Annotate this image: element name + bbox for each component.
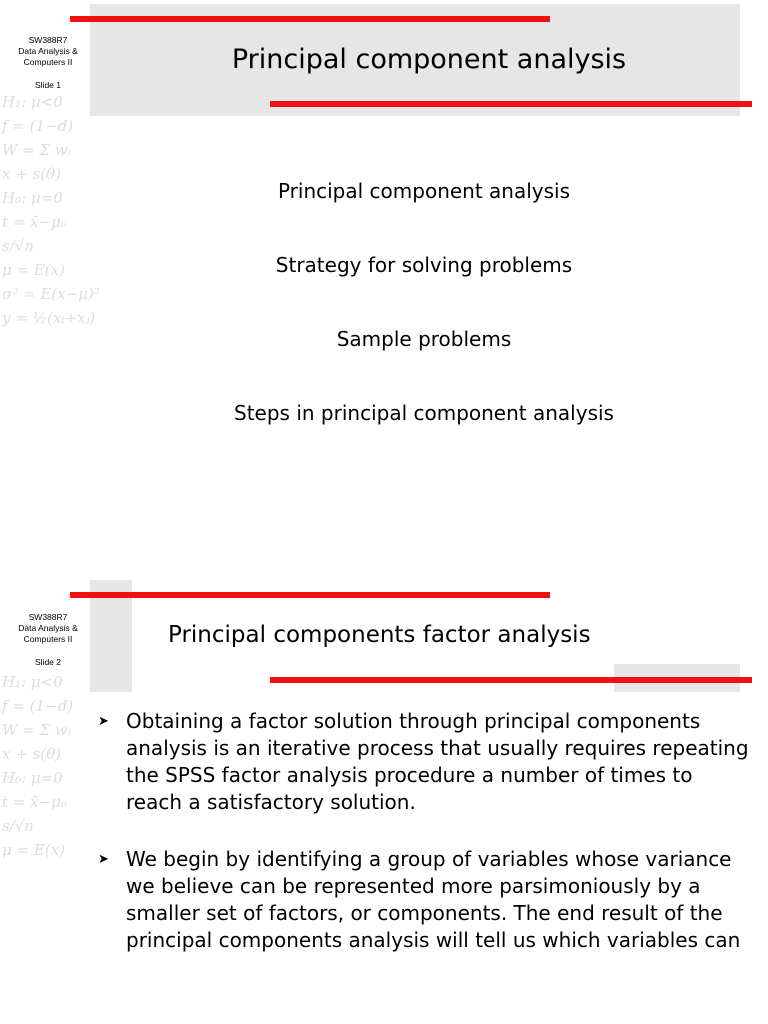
- slide-title: Principal component analysis: [231, 44, 627, 75]
- slide-title: Principal components factor analysis: [168, 622, 591, 648]
- course-name-line2: Computers II: [23, 57, 73, 67]
- course-name-line1: Data Analysis &: [18, 623, 78, 633]
- slide-number: Slide 2: [35, 657, 61, 667]
- agenda-list: [90, 172, 758, 468]
- course-info: [0, 35, 96, 91]
- header-rule-bottom: [270, 677, 752, 683]
- agenda-item: Steps in principal component analysis: [234, 401, 614, 425]
- course-code: SW388R7: [28, 35, 68, 45]
- arrow-bullet-icon: ➤: [98, 714, 109, 729]
- agenda-item: Sample problems: [336, 327, 512, 351]
- slide-2: [0, 578, 768, 1024]
- bullet-text: We begin by identifying a group of variables whose variance we believe can be represented more parsimoniously by a smaller set of factors, or components. The end result of the principal components analysis will tell us which variables can: [126, 847, 741, 952]
- agenda-item: Strategy for solving problems: [275, 253, 573, 277]
- slide-number: Slide 1: [35, 80, 61, 90]
- bullet-text: Obtaining a factor solution through principal components analysis is an iterative process that usually requires repeating the SPSS factor analysis procedure a number of times to reach a satisfactory solution.: [126, 709, 749, 814]
- header-rule-top: [70, 16, 550, 22]
- bullet-item: [98, 708, 754, 816]
- header-rule-bottom: [270, 101, 752, 107]
- arrow-bullet-icon: ➤: [98, 852, 109, 867]
- bullet-item: [98, 846, 754, 954]
- bullet-list: [98, 708, 754, 984]
- header-rule-top: [70, 592, 550, 598]
- formula-watermark: H₁: μ<0 f = (1−d) W = Σ wᵢ x + s(θ) H₀: μ=0 t = x̄−μ₀ s/√n μ = E(x): [2, 673, 74, 859]
- agenda-item: Principal component analysis: [277, 179, 571, 203]
- course-code: SW388R7: [28, 612, 68, 622]
- course-info: [0, 612, 96, 668]
- course-name-line2: Computers II: [23, 634, 73, 644]
- course-name-line1: Data Analysis &: [18, 46, 78, 56]
- formula-watermark: H₁: μ<0 f = (1−d) W = Σ wᵢ x + s(θ) H₀: μ=0 t = x̄−μ₀ s/√n μ = E(x) σ² = E(x−μ)² y = ½(xᵢ+xⱼ): [2, 93, 100, 327]
